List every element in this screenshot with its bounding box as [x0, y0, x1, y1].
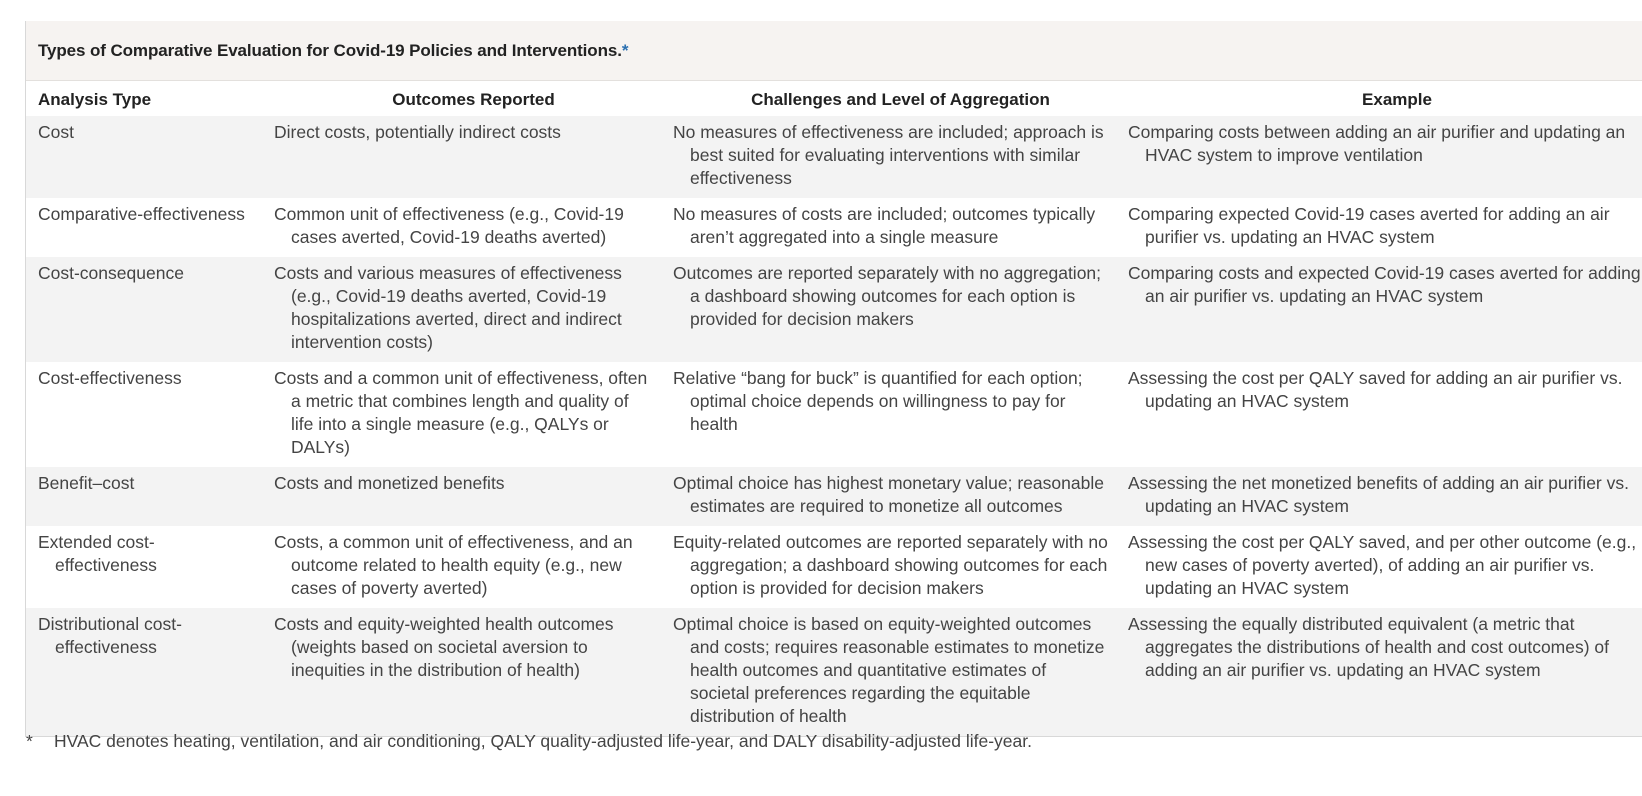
cell-analysis-type: Distributional cost-effectiveness — [38, 614, 182, 657]
cell-challenges: Relative “bang for buck” is quantified for each option; optimal choice depends on willingness to pay for health — [673, 368, 1083, 434]
table-row — [26, 257, 1642, 362]
cell-example: Assessing the net monetized benefits of adding an air purifier vs. updating an HVAC system — [1128, 473, 1629, 516]
cell-analysis-type: Cost — [38, 122, 74, 142]
cell-example: Comparing costs and expected Covid-19 cases averted for adding an air purifier vs. updating an HVAC system — [1128, 263, 1641, 306]
cell-analysis-type: Extended cost- effectiveness — [38, 532, 157, 575]
table-footnote — [26, 731, 1032, 752]
cell-outcomes: Costs, a common unit of effectiveness, and an outcome related to health equity (e.g., new cases of poverty averted) — [274, 532, 633, 598]
cell-analysis-type: Cost-consequence — [38, 263, 184, 283]
cell-analysis-type: Comparative-effectiveness — [38, 204, 245, 224]
table-row — [26, 608, 1642, 736]
table-caption — [26, 21, 1642, 81]
header-outcomes-reported: Outcomes Reported — [274, 81, 673, 116]
cell-challenges: Equity-related outcomes are reported separately with no aggregation; a dashboard showing outcomes for each option is provided for decision makers — [673, 532, 1108, 598]
header-example: Example — [1128, 81, 1642, 116]
evaluation-table-container — [25, 21, 1642, 737]
table-row — [26, 362, 1642, 467]
cell-analysis-type: Benefit–cost — [38, 473, 135, 493]
cell-outcomes: Costs and monetized benefits — [274, 473, 505, 493]
cell-outcomes: Costs and equity-weighted health outcomes (weights based on societal aversion to inequities in the distribution of health) — [274, 614, 614, 680]
table-row — [26, 467, 1642, 526]
cell-challenges: Optimal choice has highest monetary value; reasonable estimates are required to monetize all outcomes — [673, 473, 1104, 516]
cell-outcomes: Direct costs, potentially indirect costs — [274, 122, 561, 142]
evaluation-table — [26, 81, 1642, 736]
cell-example: Assessing the cost per QALY saved for adding an air purifier vs. updating an HVAC system — [1128, 368, 1623, 411]
cell-analysis-type: Cost-effectiveness — [38, 368, 182, 388]
footnote-marker: * — [26, 731, 33, 751]
cell-challenges: No measures of effectiveness are included; approach is best suited for evaluating interventions with similar effectiveness — [673, 122, 1104, 188]
cell-outcomes: Costs and various measures of effectiveness (e.g., Covid-19 deaths averted, Covid-19 hospitalizations averted, direct and indirect intervention costs) — [274, 263, 622, 352]
cell-example: Comparing expected Covid-19 cases averted for adding an air purifier vs. updating an HVAC system — [1128, 204, 1610, 247]
table-row — [26, 198, 1642, 257]
cell-outcomes: Common unit of effectiveness (e.g., Covid-19 cases averted, Covid-19 deaths averted) — [274, 204, 624, 247]
footnote-link[interactable]: * — [621, 40, 629, 60]
cell-challenges: Optimal choice is based on equity-weighted outcomes and costs; requires reasonable estimates to monetize health outcomes and quantitative estimates of societal preferences regarding the equitable distribution of health — [673, 614, 1105, 726]
cell-challenges: No measures of costs are included; outcomes typically aren’t aggregated into a single measure — [673, 204, 1096, 247]
cell-challenges: Outcomes are reported separately with no aggregation; a dashboard showing outcomes for each option is provided for decision makers — [673, 263, 1102, 329]
table-row — [26, 116, 1642, 198]
header-analysis-type: Analysis Type — [26, 81, 274, 116]
table-caption-text: Types of Comparative Evaluation for Covid-19 Policies and Interventions. — [38, 40, 622, 60]
header-challenges: Challenges and Level of Aggregation — [673, 81, 1128, 116]
table-row — [26, 526, 1642, 608]
cell-example: Assessing the equally distributed equivalent (a metric that aggregates the distributions of health and cost outcomes) of adding an air purifier vs. updating an HVAC system — [1128, 614, 1610, 680]
cell-example: Comparing costs between adding an air purifier and updating an HVAC system to improve ventilation — [1128, 122, 1626, 165]
cell-example: Assessing the cost per QALY saved, and per other outcome (e.g., new cases of poverty averted), of adding an air purifier vs. updating an HVAC system — [1128, 532, 1637, 598]
footnote-text: HVAC denotes heating, ventilation, and air conditioning, QALY quality-adjusted life-year, and DALY disability-adjusted life-year. — [54, 731, 1032, 751]
table-header-row — [26, 81, 1642, 116]
cell-outcomes: Costs and a common unit of effectiveness, often a metric that combines length and quality of life into a single measure (e.g., QALYs or DALYs) — [274, 368, 648, 457]
